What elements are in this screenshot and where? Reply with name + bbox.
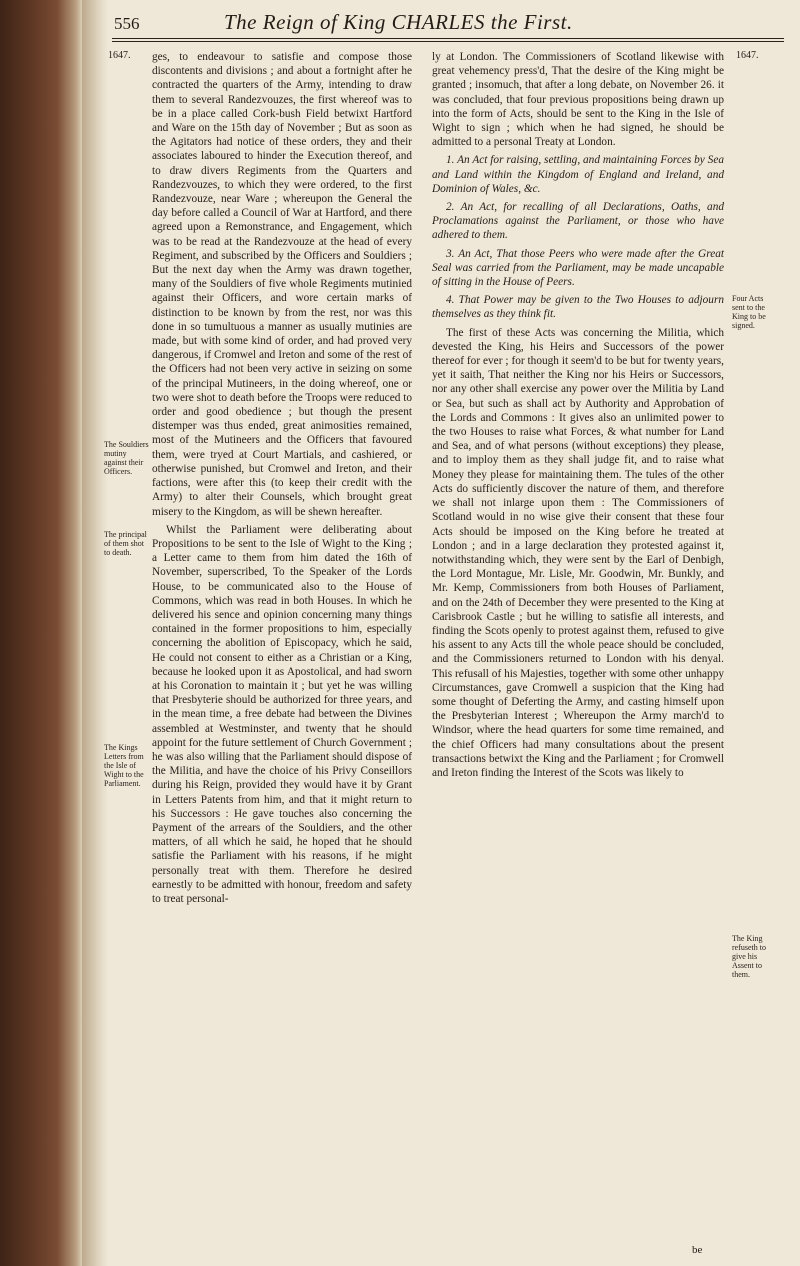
book-spine <box>0 0 82 1266</box>
act-item-1: 1. An Act for raising, settling, and maintaining Forces by Sea and Land within the Kingdom of England and Ireland, and Dominion of Wales, &c. <box>432 154 724 195</box>
right-paragraph-2: The first of these Acts was concerning the Militia, which devested the King, his Heirs and Successors of the power thereof for ever ; for though it seem'd to be but for twenty years, yet it saith, That neither the King nor his Heirs or Successors, nor any other shall exercise any power over the Militia by Land or Sea, but such as shall act by Authority and Approbation of the Lords and Commons : It gives also an unlimited power to the two Houses to raise what Forces, & what number for Land and Sea, and of what persons (without exceptions) they please, and to imploy them as they shall judge fit, and to raise what Money they please for maintaining them. The tules of the other Acts do sufficiently discover the nature of them, and therefore we shall not inlarge upon them : The Commissioners of Scotland would in no wise give their consent that these four Acts should be imposed on the King before he treated at London ; and in a large declaration they protested against it, notwithstanding which, they were sent by the Earl of Denbigh, the Lord Montague, Mr. Lisle, Mr. Goodwin, Mr. Bunkly, and Mr. Kemp, Commissioners from both Houses of Parliament, and on the 24th of December they were presented to the King at Carisbrook Castle ; but he willing to satisfie all interests, and finding the Scots openly to protest against them, refused to give his assent to any Acts till the whole peace should be concluded, and the Commissioners returned to London with his denyal. This refusall of his Majesties, together with some other unhappy Circumstances, gave Cromwell a suspicion that the King had some thought of Deferting the Army, and casting himself upon the Presbyterian Interest ; Whereupon the Army march'd to Windsor, where the head quarters for some time remained, and the chief Officers had many consultations about the present transactions betwixt the King and the Parliament ; for Cromwell and Ireton finding the Interest of the Scots was likely to <box>432 326 724 779</box>
act-item-4: 4. That Power may be given to the Two Houses to adjourn themselves as they think fit. <box>432 294 724 321</box>
left-column <box>152 50 412 910</box>
left-paragraph-1: ges, to endeavour to satisfie and compose those discontents and divisions ; and about a fortnight after he contracted the quarters of the Army, intending to draw them to several Randezvouzes, the first whereof was to be in a place called Cork-bush Field betwixt Hartford and Ware on the 15th day of November ; But as soon as the Agitators had notice of these orders, they and their associates laboured to hinder the Execution thereof, and to draw divers Regiments from the Quarters and Randezvouzes, to which they were ordered, to the first Randezvouze, near Ware ; whereupon the General the day before called a Council of War at Hartford, and there agreed upon a Remonstrance, and Engagement, which was to be read at the Randezvouze at the head of every Regiment, and subscribed by the Officers and Souldiers ; But the next day when the Army was drawn together, many of the Souldiers of five whole Regiments mutinied against their Officers, and wore certain marks of distinction to be known by from the rest, nor was this done in so tumultuous a manner as usually mutinies are made, but with some kind of order, and had proved very dangerous, if Cromwel and Ireton and some of the rest of the Officers had not been very active in seizing on some of the principal Mutineers, in the doing whereof, one or two were shot to death before the Troops were reduced to order and good obedience ; but though the present distemper was thus ended, great animosities remained, most of the Mutineers and the Officers that favoured them, were tryed at Court Martials, and cashiered, or otherwise punished, but Cromwel and Ireton, and their factions, were after this (to keep their credit with the Army) to alter their Counsels, which brought great misery to the Kingdom, as will be shewn hereafter. <box>152 51 412 518</box>
page-title: The Reign of King CHARLES the First. <box>224 10 573 34</box>
catchword: be <box>692 1244 703 1256</box>
year-right: 1647. <box>736 50 759 61</box>
book-page <box>104 8 794 1258</box>
act-item-2: 2. An Act, for recalling of all Declarations, Oaths, and Proclamations against the Parliament, or those who have adhered to them. <box>432 201 724 242</box>
year-left: 1647. <box>108 50 131 61</box>
header-rule <box>112 38 784 39</box>
margin-note-shot: The principal of them shot to death. <box>104 530 147 557</box>
margin-note-kings-letter: The Kings Letters from the Isle of Wight to the Parliament. <box>104 743 144 788</box>
right-column <box>432 50 724 784</box>
margin-note-four-acts: Four Acts sent to the King to be signed. <box>732 294 766 330</box>
running-header <box>104 8 794 42</box>
left-paragraph-2: Whilst the Parliament were deliberating about Propositions to be sent to the Isle of Wight to the King ; a Letter came to them from him dated the 16th of November, superscribed, To the Speaker of the Lords House, to be communicated also to the House of Commons, which was read in both Houses. In which he delivered his sence and opinion concerning many things contained in the former propositions to him, especially concerning the abolition of Episcopacy, which he said, He could not consent to either as a Christian or a King, because he looked upon it as Apostolical, and had sworn at his Coronation to maintain it ; but yet he was willing that Presbyterie should be authorized for three years, and in the mean time, a free debate had between the Divines assembled at Westminster, and twenty that he should appoint for the future settlement of Church Government ; he was also willing that the Parliament should dispose of the Militia, and have the choice of his Privy Conseillors during his Reign, provided they would have it by Grant in Letters Patents from him, and that it might return to his Successors : He gave touches also concerning the Payment of the arrears of the Souldiers, and the other matters, of all which he said, he hoped that he should satisfie the Parliament with his reasons, if he might personally treat with them. Therefore he desired earnestly to be admitted with honour, freedom and safety to treat personal- <box>152 523 412 905</box>
act-item-3: 3. An Act, That those Peers who were made after the Great Seal was carried from the Parliament, may be made uncapable of sitting in the House of Peers. <box>432 247 724 289</box>
margin-note-king-refuseth: The King refuseth to give his Assent to them. <box>732 934 766 979</box>
page-number: 556 <box>114 14 140 33</box>
right-paragraph-1: ly at London. The Commissioners of Scotland likewise with great vehemency press'd, That the desire of the King might be granted ; insomuch, that after a long debate, on November 26. it was concluded, that four previous propositions being drawn up into the form of Acts, should be sent to the King in the Isle of Wight to sign ; which when he had signed, he should be admitted to a personal Treaty at London. <box>432 51 724 149</box>
margin-note-mutiny: The Souldiers mutiny against their Officers. <box>104 440 149 476</box>
header-rule-double <box>112 41 784 42</box>
